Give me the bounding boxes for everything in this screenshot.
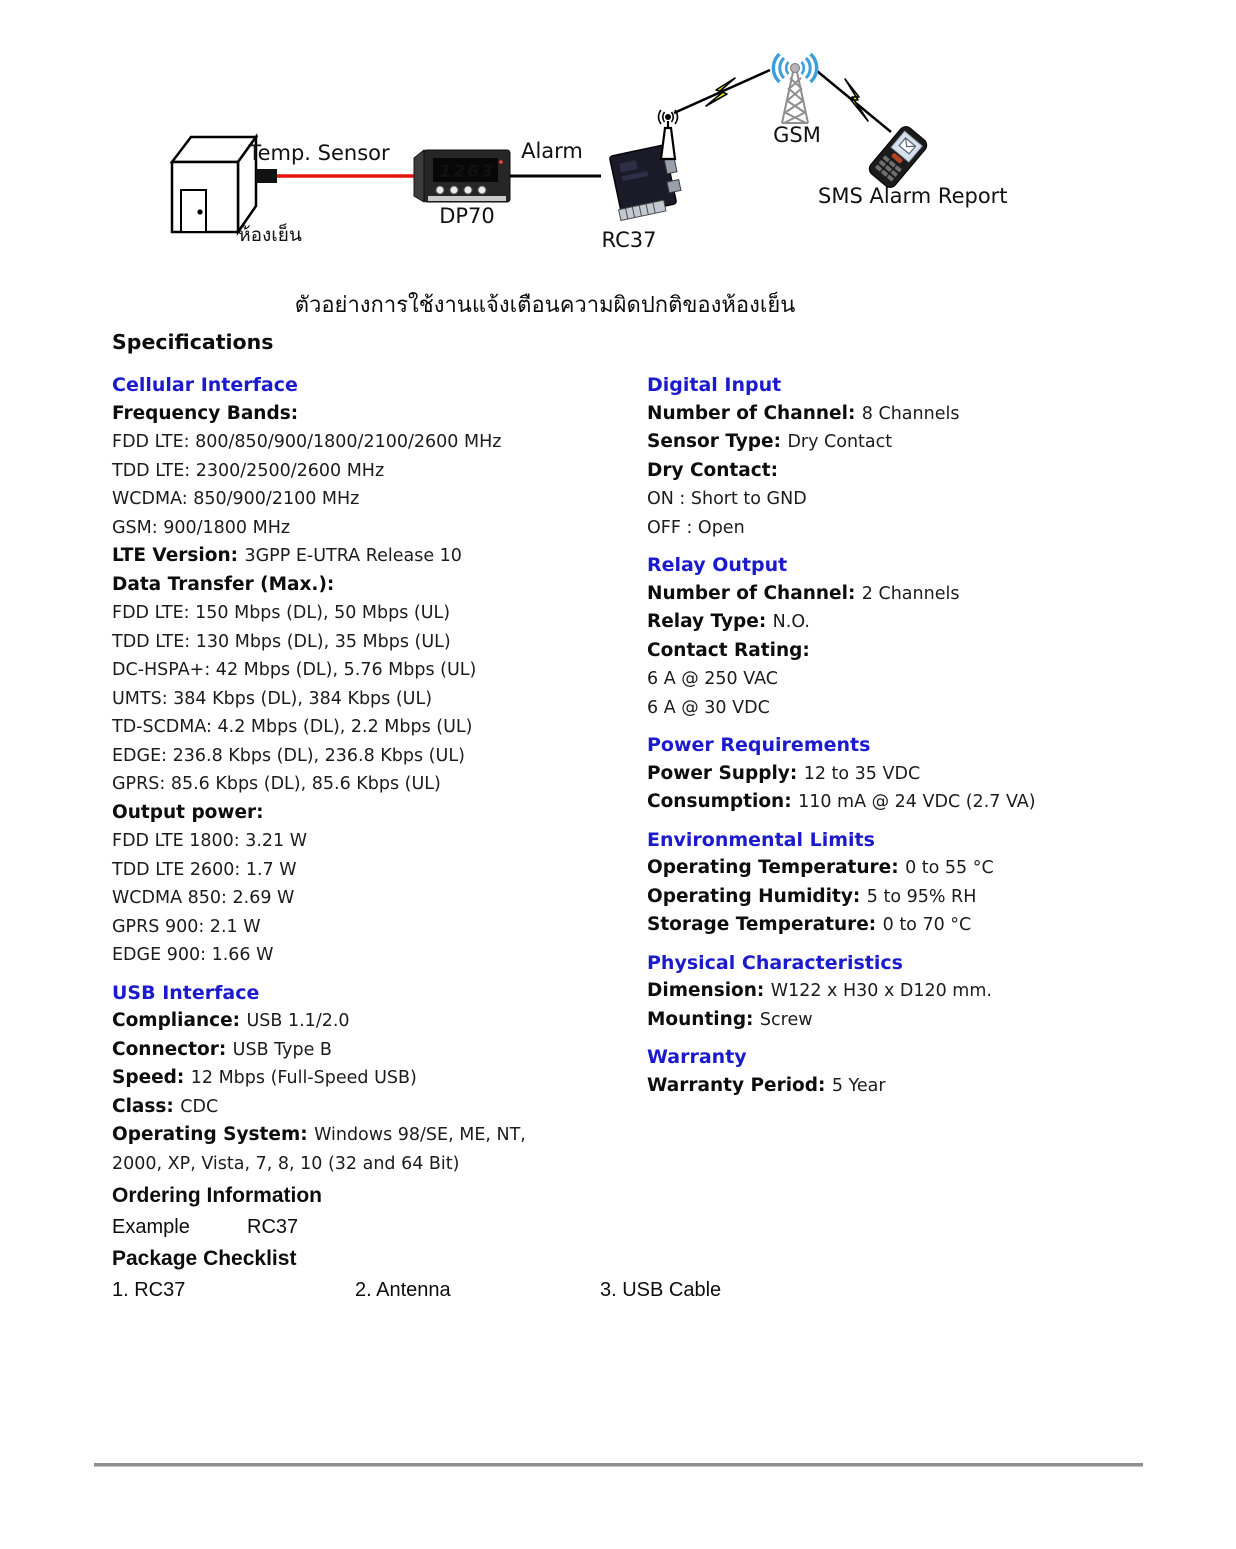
- spec-key: Operating System:: [112, 1124, 315, 1145]
- section-heading: Warranty: [647, 1046, 747, 1068]
- dp70-meter: [414, 150, 510, 202]
- section-heading: Cellular Interface: [112, 374, 298, 396]
- spec-value-line: FDD LTE: 800/850/900/1800/2100/2600 MHz: [112, 432, 502, 452]
- diagram-caption: ตัวอย่างการใช้งานแจ้งเตือนความผิดปกติของห้องเย็น: [294, 292, 796, 317]
- ordering-section: [112, 1180, 912, 1306]
- section-heading: Digital Input: [647, 374, 782, 396]
- checklist-item: 1. RC37: [112, 1279, 186, 1301]
- spec-key: Sensor Type:: [647, 431, 788, 452]
- example-value: RC37: [247, 1216, 299, 1238]
- spec-value-line: 6 A @ 30 VDC: [647, 697, 770, 718]
- spec-key: Dimension:: [647, 980, 771, 1001]
- label-sms-report: SMS Alarm Report: [818, 184, 1008, 208]
- spec-pair-line: Class: CDC: [112, 1095, 219, 1117]
- label-gsm: GSM: [773, 123, 821, 147]
- cold-room: [172, 137, 256, 232]
- spec-pair-line: Storage Temperature: 0 to 70 °C: [647, 914, 972, 935]
- checklist-item: 2. Antenna: [355, 1279, 451, 1301]
- spec-value-line: TDD LTE 2600: 1.7 W: [112, 859, 297, 880]
- spec-value-line: WCDMA 850: 2.69 W: [112, 888, 295, 908]
- spec-value-line: FDD LTE: 150 Mbps (DL), 50 Mbps (UL): [112, 603, 451, 623]
- spec-value-line: 2000, XP, Vista, 7, 8, 10 (32 and 64 Bit): [112, 1153, 460, 1174]
- spec-pair-line: Operating Humidity: 5 to 95% RH: [647, 885, 977, 907]
- spec-value-line: DC-HSPA+: 42 Mbps (DL), 5.76 Mbps (UL): [112, 660, 477, 680]
- label-cold-room: ห้องเย็น: [238, 224, 302, 246]
- spec-pair-line: Mounting: Screw: [647, 1008, 813, 1030]
- section-heading: Environmental Limits: [647, 828, 875, 851]
- label-alarm: Alarm: [521, 139, 583, 163]
- spec-pair-line: Sensor Type: Dry Contact: [647, 431, 893, 452]
- spec-value-line: UMTS: 384 Kbps (DL), 384 Kbps (UL): [112, 688, 433, 709]
- footer-divider: [94, 1463, 1143, 1467]
- spec-value-line: TDD LTE: 130 Mbps (DL), 35 Mbps (UL): [112, 631, 451, 652]
- spec-pair-line: Relay Type: N.O.: [647, 611, 810, 632]
- spec-key: Compliance:: [112, 1010, 247, 1031]
- ordering-title: Ordering Information: [112, 1184, 322, 1207]
- checklist-item: 3. USB Cable: [600, 1279, 722, 1301]
- spec-label-line: Output power:: [112, 801, 264, 823]
- ordering-example-row: [112, 1212, 912, 1243]
- section-heading: Physical Characteristics: [647, 951, 903, 974]
- label-temp-sensor: Temp. Sensor: [248, 141, 390, 165]
- spec-value-line: EDGE 900: 1.66 W: [112, 945, 274, 965]
- spec-key: Relay Type:: [647, 611, 773, 632]
- spec-key: Number of Channel:: [647, 402, 862, 424]
- spec-pair-line: Operating Temperature: 0 to 55 °C: [647, 857, 994, 878]
- spec-key: Warranty Period:: [647, 1074, 832, 1096]
- spec-key: Number of Channel:: [647, 582, 862, 604]
- spec-value-line: WCDMA: 850/900/2100 MHz: [112, 489, 360, 509]
- spec-label-line: Data Transfer (Max.):: [112, 573, 335, 595]
- rc37-serial-port: [667, 180, 681, 193]
- dp70-reading: 1263: [437, 162, 497, 182]
- section-heading: USB Interface: [112, 981, 260, 1004]
- lightning-bolt-icon: [706, 78, 735, 106]
- spec-key: Connector:: [112, 1038, 233, 1060]
- spec-label-line: Frequency Bands:: [112, 402, 299, 424]
- spec-value-line: GPRS: 85.6 Kbps (DL), 85.6 Kbps (UL): [112, 774, 441, 794]
- lightning-bolt-icon: [845, 79, 868, 121]
- package-checklist-row: [112, 1275, 912, 1306]
- spec-pair-line: Warranty Period: 5 Year: [647, 1074, 886, 1096]
- spec-value-line: OFF : Open: [647, 517, 745, 538]
- spec-key: Mounting:: [647, 1008, 760, 1030]
- spec-value-line: TD-SCDMA: 4.2 Mbps (DL), 2.2 Mbps (UL): [112, 717, 473, 737]
- spec-key: Speed:: [112, 1067, 191, 1088]
- spec-pair-line: Speed: 12 Mbps (Full-Speed USB): [112, 1067, 417, 1088]
- spec-pair-line: Operating System: Windows 98/SE, ME, NT,: [112, 1124, 526, 1145]
- spec-column-left: [112, 362, 657, 1178]
- spec-value-line: FDD LTE 1800: 3.21 W: [112, 831, 308, 851]
- spec-key: Operating Temperature:: [647, 857, 906, 878]
- section-heading: Power Requirements: [647, 734, 871, 756]
- spec-value-line: EDGE: 236.8 Kbps (DL), 236.8 Kbps (UL): [112, 745, 465, 766]
- dp70-alarm-led: [499, 160, 503, 164]
- spec-value-line: GPRS 900: 2.1 W: [112, 916, 261, 937]
- spec-key: Power Supply:: [647, 762, 804, 784]
- specifications-title: Specifications: [112, 330, 274, 354]
- example-label: Example: [112, 1216, 190, 1238]
- spec-key: Storage Temperature:: [647, 914, 883, 935]
- spec-value-line: GSM: 900/1800 MHz: [112, 517, 291, 538]
- label-rc37: RC37: [601, 228, 657, 252]
- door-handle: [197, 209, 202, 214]
- spec-key: Consumption:: [647, 791, 799, 812]
- spec-pair-line: Compliance: USB 1.1/2.0: [112, 1010, 350, 1031]
- spec-pair-line: Dimension: W122 x H30 x D120 mm.: [647, 980, 992, 1001]
- spec-pair-line: Number of Channel: 2 Channels: [647, 582, 960, 604]
- spec-value-line: 6 A @ 250 VAC: [647, 669, 778, 689]
- spec-pair-line: Number of Channel: 8 Channels: [647, 402, 960, 424]
- package-checklist-title: Package Checklist: [112, 1247, 297, 1270]
- antenna-icon: [659, 110, 678, 159]
- spec-value-line: TDD LTE: 2300/2500/2600 MHz: [112, 460, 385, 481]
- spec-pair-line: Connector: USB Type B: [112, 1038, 332, 1060]
- spec-key: LTE Version:: [112, 545, 245, 566]
- spec-pair-line: LTE Version: 3GPP E-UTRA Release 10: [112, 545, 462, 566]
- temp-sensor-plug: [256, 169, 277, 183]
- mobile-phone: [866, 124, 929, 191]
- spec-pair-line: Consumption: 110 mA @ 24 VDC (2.7 VA): [647, 791, 1036, 812]
- spec-value-line: ON : Short to GND: [647, 489, 807, 509]
- spec-label-line: Dry Contact:: [647, 459, 778, 481]
- application-diagram: [0, 0, 1236, 285]
- rc37-serial-port: [664, 158, 677, 174]
- section-heading: Relay Output: [647, 554, 788, 576]
- spec-key: Class:: [112, 1095, 181, 1117]
- spec-label-line: Contact Rating:: [647, 639, 810, 661]
- gsm-tower: [773, 54, 816, 123]
- label-dp70: DP70: [439, 204, 495, 228]
- spec-column-right: [647, 362, 1192, 1100]
- spec-pair-line: Power Supply: 12 to 35 VDC: [647, 762, 921, 784]
- spec-key: Operating Humidity:: [647, 885, 867, 907]
